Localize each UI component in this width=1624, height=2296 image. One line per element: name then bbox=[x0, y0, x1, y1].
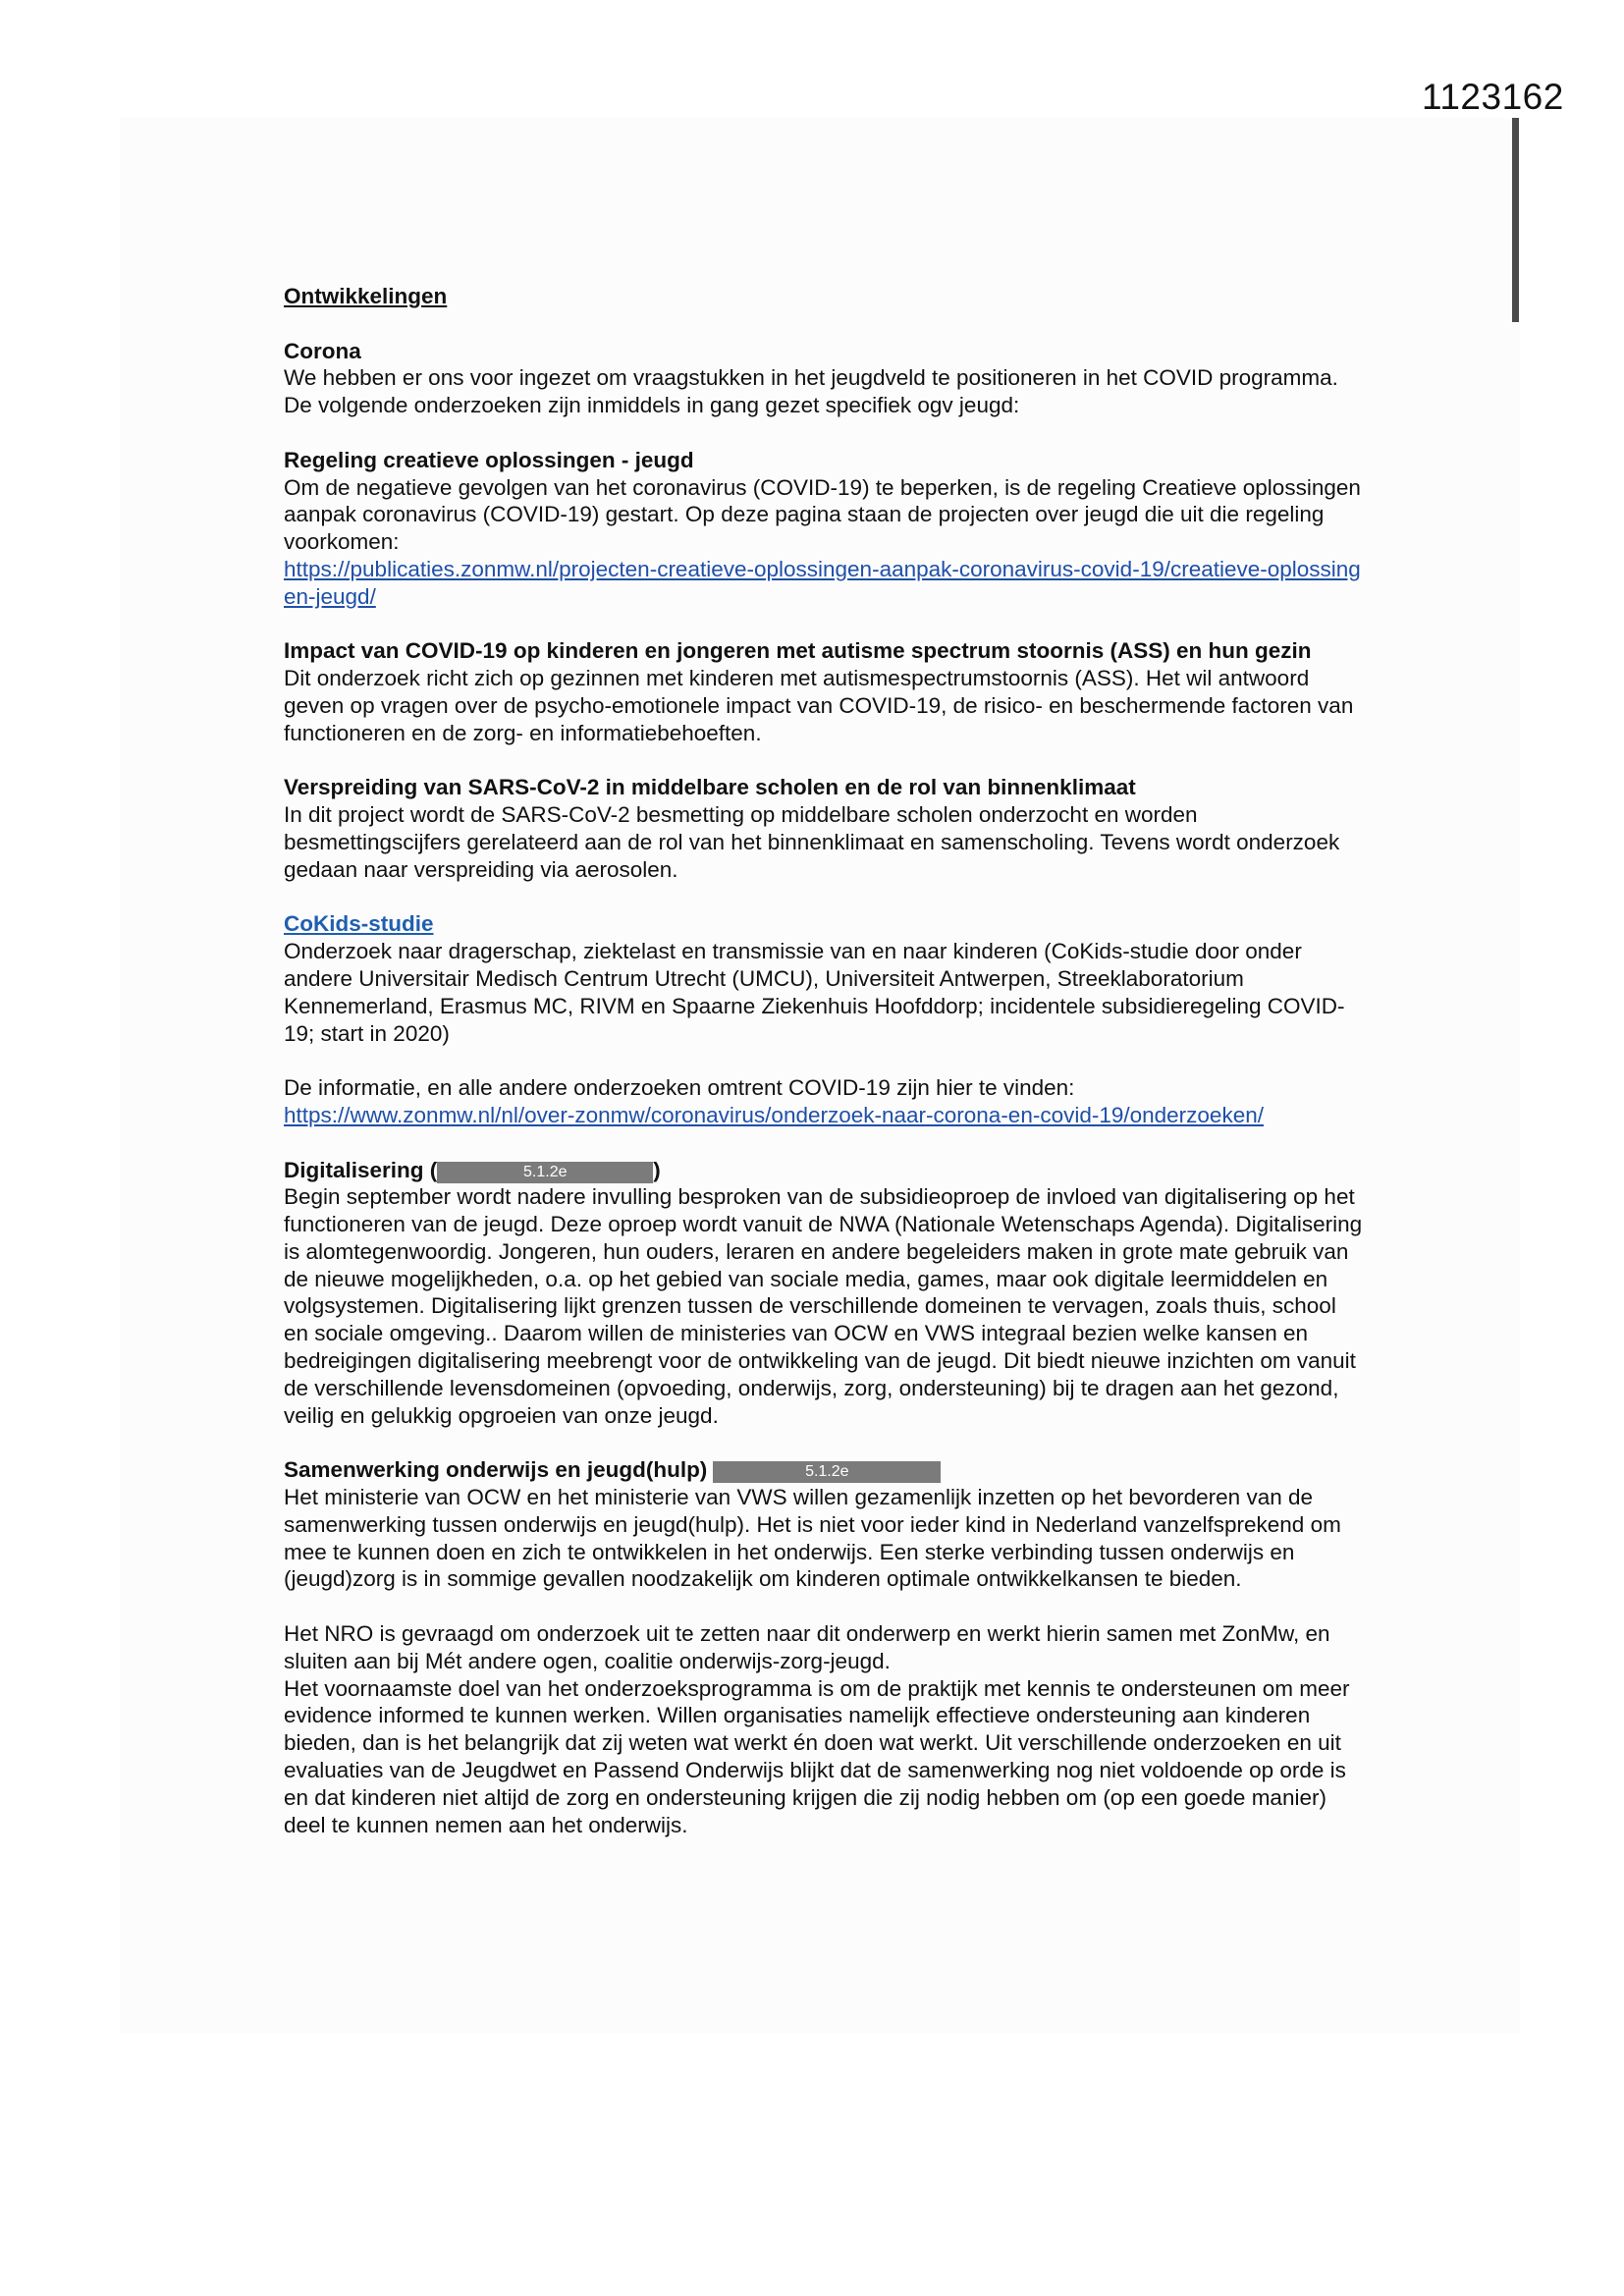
section-title bbox=[284, 1157, 1364, 1184]
section-title: Verspreiding van SARS-CoV-2 in middelbare scholen en de rol van binnenklimaat bbox=[284, 775, 1136, 800]
section-info bbox=[284, 1074, 1364, 1129]
title-prefix: Digitalisering ( bbox=[284, 1157, 438, 1182]
page-heading: Ontwikkelingen bbox=[284, 284, 448, 308]
section-regeling bbox=[284, 447, 1364, 611]
regeling-link[interactable]: https://publicaties.zonmw.nl/projecten-creatieve-oplossingen-aanpak-coronavirus-covid-19/creatieve-oplossingen-jeugd/ bbox=[284, 556, 1361, 609]
section-text: Het ministerie van OCW en het ministerie van VWS willen gezamenlijk inzetten op het bevorderen van de samenwerking tussen onderwijs en jeugd(hulp). Het is niet voor ieder kind in Nederland vanzelfsprekend om mee te kunnen doen en zich te ontwikkelen in het onderwijs. Een sterke verbinding tussen onderwijs en (jeugd)zorg is in sommige gevallen noodzakelijk om kinderen optimale ontwikkelkansen te bieden. bbox=[284, 1485, 1341, 1592]
section-text: Begin september wordt nadere invulling besproken van de subsidieoproep de invloed van digitalisering op het functioneren van de jeugd. Deze oproep wordt vanuit de NWA (Nationale Wetenschaps Agenda). Digitalisering is alomtegenwoordig. Jongeren, hun ouders, leraren en andere begeleiders maken in grote mate gebruik van de nieuwe mogelijkheden, o.a. op het gebied van sociale media, games, maar ook digitale leermiddelen en volgsystemen. Digitalisering lijkt grenzen tussen de verschillende domeinen te vervagen, zoals thuis, school en sociale omgeving.. Daarom willen de ministeries van OCW en VWS integraal bezien welke kansen en bedreigingen digitalisering meebrengt voor de ontwikkeling van de jeugd. Dit biedt nieuwe inzichten om vanuit de verschillende levensdomeinen (opvoeding, onderwijs, zorg, ondersteuning) bij te dragen aan het gezond, veilig en gelukkig opgroeien van onze jeugd. bbox=[284, 1184, 1363, 1428]
section-impact bbox=[284, 637, 1364, 746]
zonmw-onderzoeken-link[interactable]: https://www.zonmw.nl/nl/over-zonmw/coronavirus/onderzoek-naar-corona-en-covid-19/onderzoeken/ bbox=[284, 1102, 1264, 1127]
document-body bbox=[284, 283, 1364, 1838]
section-corona bbox=[284, 338, 1364, 419]
section-title: Corona bbox=[284, 338, 361, 363]
redaction-box: 5.1.2e bbox=[713, 1461, 941, 1483]
cokids-link[interactable]: CoKids-studie bbox=[284, 911, 434, 937]
section-text: De informatie, en alle andere onderzoeken omtrent COVID-19 zijn hier te vinden: bbox=[284, 1075, 1075, 1101]
section-text: Het voornaamste doel van het onderzoeksprogramma is om de praktijk met kennis te ondersteunen om meer evidence informed te kunnen werken. Willen organisaties namelijk effectieve ondersteuning aan kinderen bieden, dan is het belangrijk dat zij weten wat werkt én doen wat werkt. Uit verschillende onderzoeken en uit evaluaties van de Jeugdwet en Passend Onderwijs blijkt dat de samenwerking nog niet voldoende op orde is en dat kinderen niet altijd de zorg en ondersteuning krijgen die zij nodig hebben om (op een goede manier) deel te kunnen nemen aan het onderwijs. bbox=[284, 1675, 1350, 1837]
section-digitalisering bbox=[284, 1157, 1364, 1430]
section-samenwerking bbox=[284, 1456, 1364, 1838]
section-title: Regeling creatieve oplossingen - jeugd bbox=[284, 447, 694, 472]
section-text: Onderzoek naar dragerschap, ziektelast en transmissie van en naar kinderen (CoKids-studie door onder andere Universitair Medisch Centrum Utrecht (UMCU), Universiteit Antwerpen, Streeklaboratorium Kennemerland, Erasmus MC, RIVM en Spaarne Ziekenhuis Hoofddorp; incidentele subsidieregeling COVID-19; start in 2020) bbox=[284, 939, 1345, 1046]
section-verspreiding bbox=[284, 774, 1364, 883]
redaction-box: 5.1.2e bbox=[437, 1162, 653, 1183]
scan-margin-bar bbox=[1512, 118, 1519, 322]
title-suffix: ) bbox=[653, 1157, 661, 1182]
document-number: 1123162 bbox=[1422, 77, 1564, 117]
section-title: Impact van COVID-19 op kinderen en jongeren met autisme spectrum stoornis (ASS) en hun gezin bbox=[284, 638, 1312, 664]
section-text: We hebben er ons voor ingezet om vraagstukken in het jeugdveld te positioneren in het COVID programma. De volgende onderzoeken zijn inmiddels in gang gezet specifiek ogv jeugd: bbox=[284, 365, 1338, 418]
section-title bbox=[284, 1456, 1364, 1484]
section-text: Om de negatieve gevolgen van het coronavirus (COVID-19) te beperken, is de regeling Creatieve oplossingen aanpak coronavirus (COVID-19) gestart. Op deze pagina staan de projecten over jeugd die uit die regeling voorkomen: bbox=[284, 474, 1361, 555]
section-text: In dit project wordt de SARS-CoV-2 besmetting op middelbare scholen onderzocht en worden besmettingscijfers gerelateerd aan de rol van het binnenklimaat en samenscholing. Tevens wordt onderzoek gedaan naar verspreiding via aerosolen. bbox=[284, 802, 1340, 882]
title-text: Samenwerking onderwijs en jeugd(hulp) bbox=[284, 1457, 708, 1483]
section-text: Dit onderzoek richt zich op gezinnen met kinderen met autismespectrumstoornis (ASS). Het wil antwoord geven op vragen over de psycho-emotionele impact van COVID-19, de risico- en beschermende factoren van functioneren en de zorg- en informatiebehoeften. bbox=[284, 666, 1354, 745]
section-text: Het NRO is gevraagd om onderzoek uit te zetten naar dit onderwerp en werkt hierin samen met ZonMw, en sluiten aan bij Mét andere ogen, coalitie onderwijs-zorg-jeugd. bbox=[284, 1621, 1330, 1673]
section-cokids bbox=[284, 910, 1364, 1047]
